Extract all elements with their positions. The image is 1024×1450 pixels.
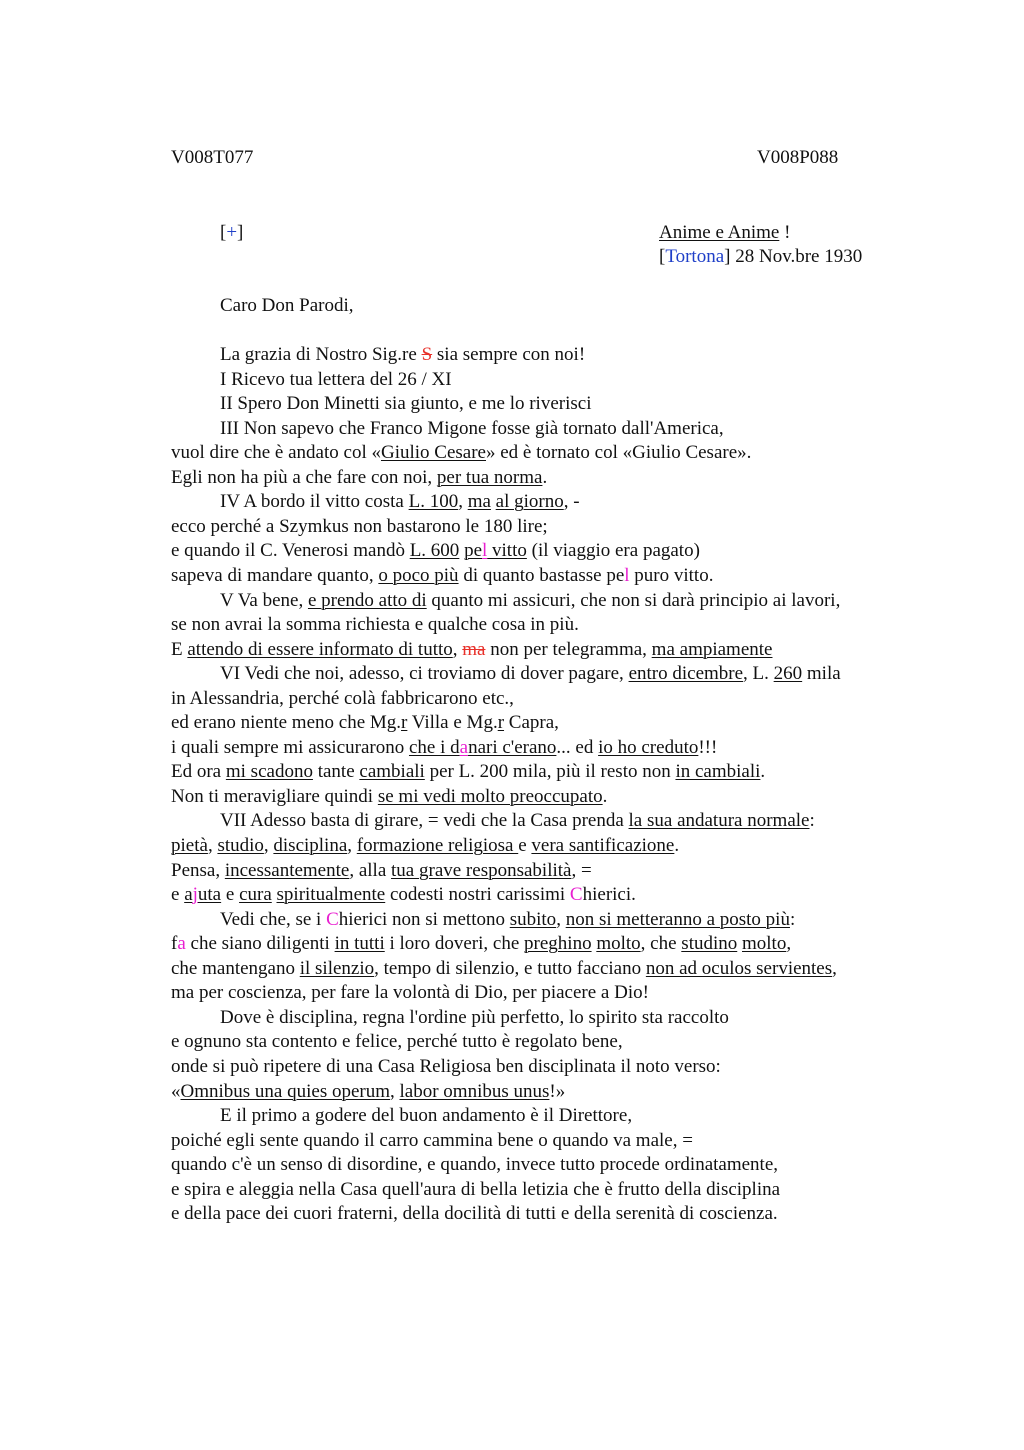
text-line xyxy=(171,760,765,784)
text-segment: e spira e aleggia nella Casa quell'aura di bella letizia che è frutto della disciplina xyxy=(171,1178,781,1200)
text-segment: ma xyxy=(467,491,491,513)
text-line xyxy=(171,859,592,883)
text-segment: La grazia di Nostro Sig.re xyxy=(220,344,422,365)
text-segment: pe xyxy=(464,540,482,562)
text-segment: pietà xyxy=(171,835,208,856)
text-segment: a xyxy=(459,736,469,758)
text-segment: mi scadono xyxy=(225,761,313,783)
text-segment: i quali sempre mi assicurarono xyxy=(171,736,409,758)
text-segment: puro vitto. xyxy=(629,564,714,586)
text-segment: e ognuno sta contento e felice, perché tutto è regolato bene, xyxy=(171,1031,623,1053)
text-line xyxy=(171,638,772,662)
text-segment: , tempo di silenzio, e tutto facciano xyxy=(374,957,646,979)
text-line xyxy=(171,834,679,858)
text-line xyxy=(220,589,840,613)
text-segment: Giulio Cesare xyxy=(380,442,486,464)
text-segment: C xyxy=(326,908,339,930)
text-segment: , xyxy=(832,957,837,979)
text-segment: l xyxy=(624,564,630,586)
text-line xyxy=(171,932,791,956)
text-segment: V Va bene, xyxy=(220,589,308,611)
text-segment: 260 xyxy=(773,663,803,685)
text-segment: vitto xyxy=(487,540,527,562)
text-segment: o poco più xyxy=(378,564,459,586)
text-segment: « xyxy=(171,1080,181,1102)
text-segment: . xyxy=(602,785,608,807)
text-segment: e xyxy=(221,884,240,906)
text-line xyxy=(171,515,548,539)
text-segment: e xyxy=(171,884,185,906)
text-segment: , xyxy=(556,908,566,930)
text-segment: L. 100 xyxy=(408,491,459,513)
text-segment: che siano diligenti xyxy=(185,933,335,955)
text-segment: uta xyxy=(197,884,222,906)
text-segment: : xyxy=(789,908,796,930)
text-line xyxy=(171,687,514,711)
text-line xyxy=(220,1006,729,1030)
text-segment: Dove è disciplina, regna l'ordine più perfetto, lo spirito sta raccolto xyxy=(220,1006,729,1028)
text-line xyxy=(220,343,585,367)
text-line xyxy=(171,613,579,637)
text-line xyxy=(171,1178,780,1202)
text-line xyxy=(171,883,636,907)
text-segment: r xyxy=(401,712,408,734)
text-line xyxy=(171,1153,778,1177)
text-segment: e quando il C. Venerosi mandò xyxy=(171,540,410,562)
text-segment: E il primo a godere del buon andamento è il Direttore, xyxy=(220,1105,633,1127)
text-segment: cambiali xyxy=(359,761,425,783)
text-segment: E xyxy=(171,638,188,660)
archive-code-left: V008T077 xyxy=(171,147,254,168)
text-segment: . xyxy=(542,466,548,488)
text-segment: entro dicembre xyxy=(628,663,744,685)
text-line xyxy=(220,368,452,392)
text-segment: non per telegramma, xyxy=(485,638,652,660)
text-segment: I Ricevo tua lettera del 26 / XI xyxy=(220,368,452,390)
text-segment: in cambiali xyxy=(675,761,761,783)
text-segment: j xyxy=(192,884,198,906)
text-segment: che i d xyxy=(408,736,460,758)
cross-mark: [+] xyxy=(220,222,244,243)
text-segment: , = xyxy=(571,859,592,881)
text-line xyxy=(171,1202,778,1226)
text-segment: (il viaggio era pagato) xyxy=(526,540,700,562)
text-segment: a xyxy=(184,884,193,906)
text-segment: . xyxy=(674,835,680,856)
text-segment: per tua norma xyxy=(436,466,543,488)
text-segment: f xyxy=(171,933,178,955)
place-name: Tortona xyxy=(665,246,725,267)
text-line xyxy=(171,1129,693,1153)
text-segment: labor omnibus unus xyxy=(399,1080,550,1102)
text-segment: studio xyxy=(217,835,264,856)
text-segment: se mi vedi molto preoccupato xyxy=(377,785,603,807)
text-segment: onde si può ripetere di una Casa Religiosa ben disciplinata il noto verso: xyxy=(171,1055,721,1077)
text-line xyxy=(171,539,700,563)
text-segment: vera santificazione xyxy=(531,835,675,856)
text-line xyxy=(171,1055,721,1079)
text-segment: , xyxy=(786,933,792,955)
text-segment: e della pace dei cuori fraterni, della docilità di tutti e della serenità di coscienza. xyxy=(171,1203,778,1225)
text-segment: Egli non ha più a che fare con noi, xyxy=(171,466,437,488)
text-segment: Capra, xyxy=(504,712,559,734)
text-segment: vuol dire che è andato col « xyxy=(171,442,381,464)
text-segment: attendo di essere informato di tutto xyxy=(187,638,453,660)
text-segment: C xyxy=(569,884,583,906)
text-line xyxy=(171,564,713,588)
text-segment: il silenzio xyxy=(299,957,375,979)
text-segment: ma ampiamente xyxy=(651,638,773,660)
text-segment: io ho creduto xyxy=(598,736,699,758)
text-segment: codesti nostri carissimi xyxy=(385,884,570,906)
text-segment: e prendo atto di xyxy=(307,589,427,611)
text-segment: , xyxy=(390,1080,400,1102)
greeting: Caro Don Parodi, xyxy=(220,295,354,316)
text-segment: che mantengano xyxy=(171,957,300,979)
text-segment: quanto mi assicuri, che non si darà principio ai lavori, xyxy=(426,589,841,611)
text-segment: ecco perché a Szymkus non bastarono le 180 lire; xyxy=(171,515,548,537)
text-line xyxy=(171,981,649,1005)
text-segment: Non ti meravigliare quindi xyxy=(171,785,378,807)
text-segment: non ad oculos servientes xyxy=(645,957,833,979)
text-segment: , xyxy=(458,491,468,513)
text-segment: , xyxy=(347,835,357,856)
text-line xyxy=(220,417,724,441)
text-segment: a xyxy=(177,933,186,955)
text-line xyxy=(220,1104,632,1128)
archive-code-right: V008P088 xyxy=(757,147,839,168)
text-segment: , xyxy=(207,835,218,856)
place-date: [Tortona] 28 Nov.bre 1930 xyxy=(659,246,863,267)
text-segment: l xyxy=(482,540,488,562)
text-segment: in Alessandria, perché colà fabbricarono etc., xyxy=(171,687,514,709)
text-line xyxy=(171,1080,565,1104)
text-segment: sia sempre con noi! xyxy=(432,344,586,365)
text-segment: , - xyxy=(563,491,580,513)
text-segment: VII Adesso basta di girare, = vedi che la Casa prenda xyxy=(220,810,629,832)
text-line xyxy=(171,957,837,981)
text-segment: II Spero Don Minetti sia giunto, e me lo riverisci xyxy=(220,393,592,415)
text-segment: studino xyxy=(681,933,738,955)
text-segment: , L. xyxy=(743,663,774,685)
text-segment: r xyxy=(497,712,505,734)
text-segment: molto xyxy=(596,933,641,955)
text-segment: incessantemente xyxy=(224,859,350,881)
text-segment: Pensa, xyxy=(171,859,225,881)
text-segment: , xyxy=(263,835,274,856)
text-segment: sapeva di mandare quanto, xyxy=(171,564,379,586)
text-segment: ma xyxy=(462,638,486,660)
text-line xyxy=(171,736,717,760)
text-segment: tante xyxy=(312,761,360,783)
text-segment: L. 600 xyxy=(409,540,460,562)
text-segment: molto xyxy=(742,933,787,955)
text-line xyxy=(171,785,607,809)
text-segment: non si metteranno a posto più xyxy=(565,908,790,930)
text-segment: , alla xyxy=(349,859,392,881)
text-segment: ... ed xyxy=(556,736,599,758)
text-line xyxy=(220,662,841,686)
text-segment: Ed ora xyxy=(171,761,226,783)
text-segment: la sua andatura normale xyxy=(628,810,810,832)
text-segment: Vedi che, se i xyxy=(220,908,327,930)
text-segment: : xyxy=(809,810,815,832)
text-segment: hierici non si mettono xyxy=(338,908,510,930)
text-segment: mila xyxy=(802,663,841,685)
text-segment: al giorno xyxy=(495,491,564,513)
text-line xyxy=(171,711,559,735)
text-segment: cura xyxy=(239,884,272,906)
letter-title: Anime e Anime ! xyxy=(659,222,791,243)
text-segment: Villa e Mg. xyxy=(407,712,498,734)
text-segment: i loro doveri, che xyxy=(384,933,525,955)
text-segment: disciplina xyxy=(273,835,348,856)
text-segment: . xyxy=(760,761,766,783)
text-segment: in tutti xyxy=(334,933,385,955)
text-segment: !» xyxy=(549,1080,566,1102)
text-segment: formazione religiosa xyxy=(356,835,519,856)
text-line xyxy=(220,392,591,416)
text-segment: !!! xyxy=(698,736,718,758)
text-segment: per L. 200 mila, più il resto non xyxy=(424,761,676,783)
text-segment: » ed è tornato col «Giulio Cesare». xyxy=(486,442,752,464)
text-segment: di quanto bastasse pe xyxy=(458,564,625,586)
cross-symbol: + xyxy=(226,222,238,243)
text-segment: S xyxy=(421,344,433,365)
text-segment: e xyxy=(518,835,532,856)
text-line xyxy=(171,466,547,490)
text-segment: subito xyxy=(509,908,557,930)
text-segment: hierici. xyxy=(582,884,636,906)
text-segment: Omnibus una quies operum xyxy=(180,1080,391,1102)
text-segment: preghino xyxy=(524,933,592,955)
text-line xyxy=(220,908,795,932)
text-segment: nari c'erano xyxy=(468,736,557,758)
text-segment: , xyxy=(452,638,463,660)
text-segment: quando c'è un senso di disordine, e quando, invece tutto procede ordinatamente, xyxy=(171,1154,779,1176)
text-segment: ed erano niente meno che Mg. xyxy=(171,712,402,734)
text-segment: IV A bordo il vitto costa xyxy=(220,491,409,513)
text-line xyxy=(220,809,815,833)
text-segment: tua grave responsabilità xyxy=(391,859,572,881)
text-segment: poiché egli sente quando il carro cammina bene o quando va male, = xyxy=(171,1129,693,1151)
text-segment: , che xyxy=(640,933,682,955)
text-segment: III Non sapevo che Franco Migone fosse già tornato dall'America, xyxy=(220,417,724,439)
text-line xyxy=(220,490,580,514)
text-line xyxy=(171,441,751,465)
text-line xyxy=(171,1030,623,1054)
text-segment: spiritualmente xyxy=(276,884,386,906)
text-segment: VI Vedi che noi, adesso, ci troviamo di dover pagare, xyxy=(220,663,629,685)
text-segment: se non avrai la somma richiesta e qualche cosa in più. xyxy=(171,614,579,636)
text-segment: ma per coscienza, per fare la volontà di Dio, per piacere a Dio! xyxy=(171,982,649,1004)
